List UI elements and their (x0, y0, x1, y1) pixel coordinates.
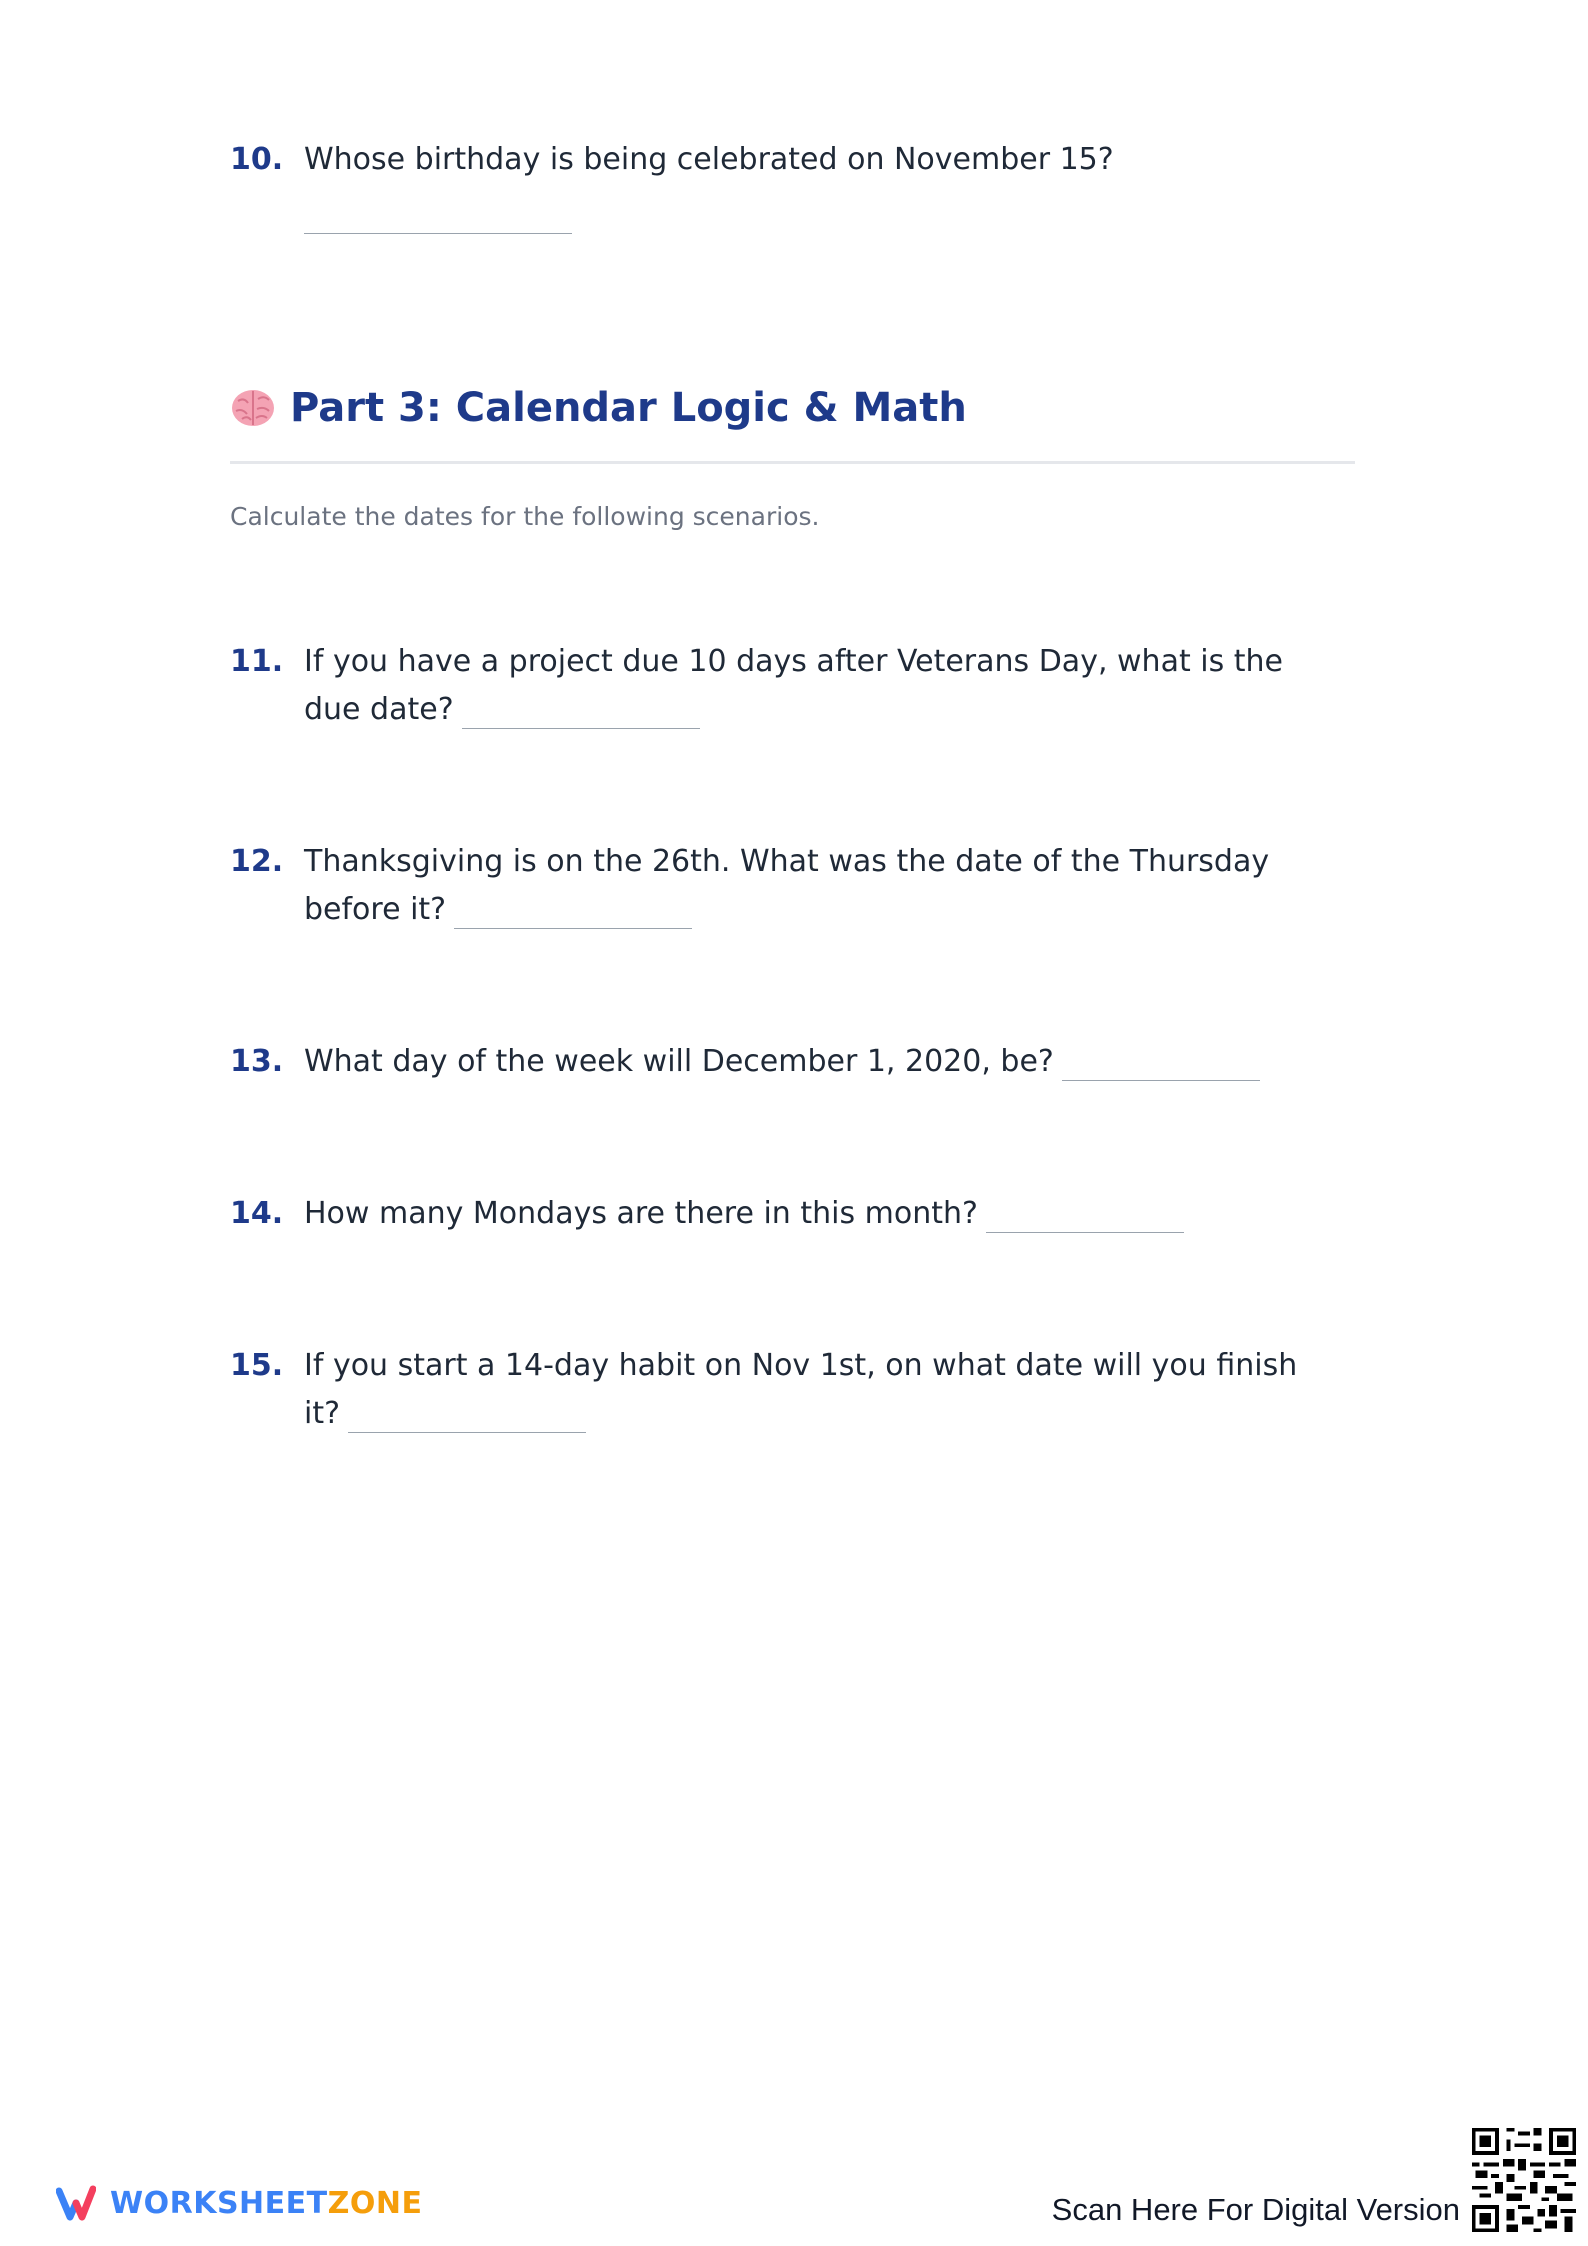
answer-line[interactable] (986, 1231, 1184, 1233)
brain-icon (230, 387, 276, 429)
qr-code-icon[interactable] (1468, 2124, 1580, 2236)
section-divider (230, 461, 1355, 464)
question-text-line1: If you start a 14-day habit on Nov 1st, on what date will you finish (304, 1348, 1298, 1383)
question-number: 12. (230, 844, 284, 879)
question-12 (230, 838, 1360, 938)
question-number: 13. (230, 1044, 284, 1079)
question-number: 15. (230, 1348, 284, 1383)
question-15 (230, 1342, 1360, 1442)
question-10 (230, 136, 1360, 246)
footer-logo (56, 2183, 422, 2223)
scan-text: Scan Here For Digital Version (1051, 2192, 1460, 2227)
answer-line[interactable] (304, 232, 572, 234)
question-text-line2: it? (304, 1396, 341, 1431)
question-text-line1: How many Mondays are there in this month? (304, 1196, 978, 1231)
worksheetzone-logo-icon (56, 2183, 96, 2223)
section-title-text: Part 3: Calendar Logic & Math (290, 385, 967, 431)
question-text-line1: Thanksgiving is on the 26th. What was the date of the Thursday (304, 844, 1270, 879)
answer-line[interactable] (348, 1431, 586, 1433)
question-text: Whose birthday is being celebrated on November 15? (304, 142, 1114, 177)
section-title (230, 385, 967, 431)
brand-part1: WORKSHEET (110, 2185, 328, 2221)
brand-part2: ZONE (327, 2185, 423, 2221)
question-number: 10. (230, 142, 284, 177)
question-11 (230, 638, 1360, 738)
question-text-line2: before it? (304, 892, 447, 927)
question-13 (230, 1038, 1360, 1098)
question-text-line2: due date? (304, 692, 454, 727)
section-instruction: Calculate the dates for the following scenarios. (230, 502, 820, 531)
answer-line[interactable] (462, 727, 700, 729)
question-text-line1: If you have a project due 10 days after Veterans Day, what is the (304, 644, 1283, 679)
answer-line[interactable] (1062, 1079, 1260, 1081)
question-14 (230, 1190, 1360, 1250)
question-number: 11. (230, 644, 284, 679)
question-text-line1: What day of the week will December 1, 2020, be? (304, 1044, 1054, 1079)
answer-line[interactable] (454, 927, 692, 929)
question-number: 14. (230, 1196, 284, 1231)
